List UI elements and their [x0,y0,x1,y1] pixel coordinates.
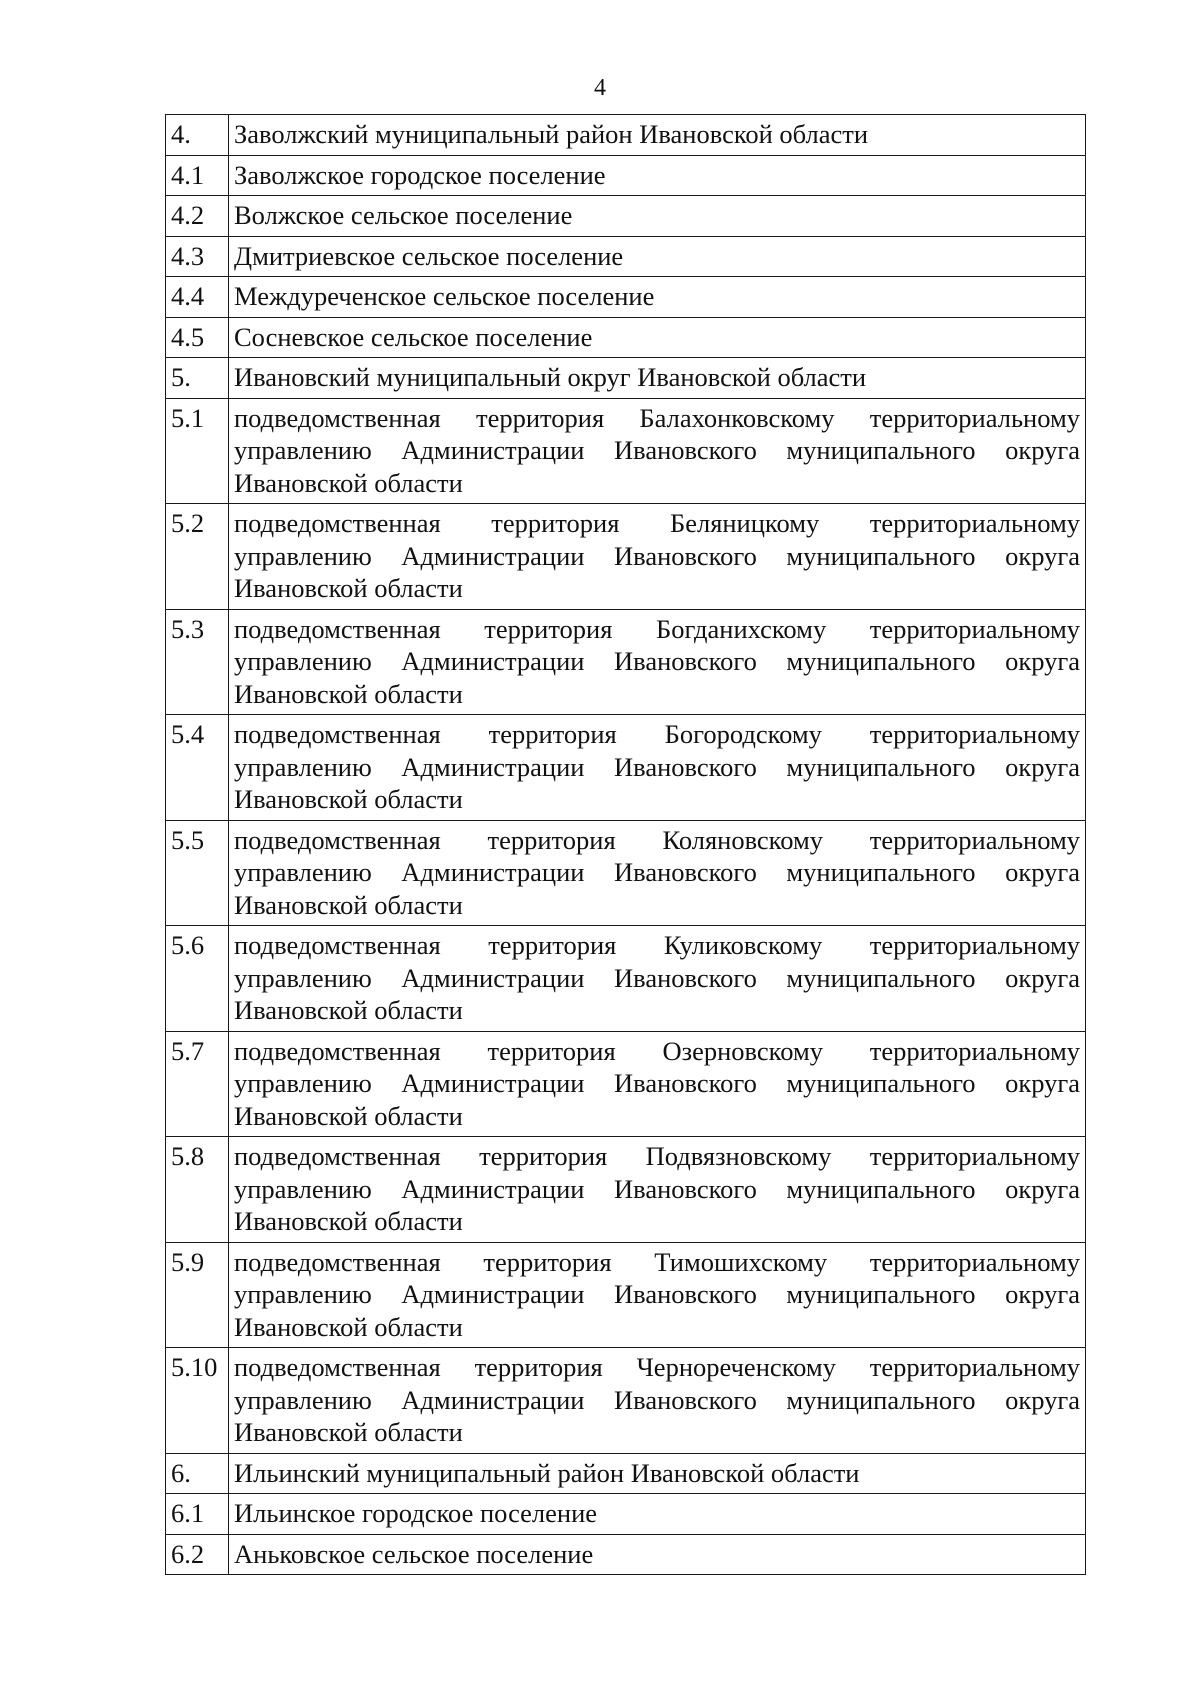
row-name: подведомственная территория Богородскому территориальному управлению Администрации Ивановского муниципального округа Ивановской области [229,715,1086,821]
row-number: 4.3 [166,236,229,277]
row-number: 4.4 [166,277,229,318]
row-name: подведомственная территория Подвязновскому территориальному управлению Администрации Ивановского муниципального округа Ивановской области [229,1137,1086,1243]
row-name: подведомственная территория Куликовскому территориальному управлению Администрации Ивановского муниципального округа Ивановской области [229,926,1086,1032]
row-number: 5.7 [166,1031,229,1137]
table-row [166,715,1086,821]
row-name: Дмитриевское сельское поселение [229,236,1086,277]
row-name: подведомственная территория Озерновскому территориальному управлению Администрации Ивановского муниципального округа Ивановской области [229,1031,1086,1137]
table-row [166,358,1086,399]
row-number: 5.4 [166,715,229,821]
row-number: 5.6 [166,926,229,1032]
row-number: 5.2 [166,504,229,610]
table-row [166,155,1086,196]
municipal-entities-table [165,114,1086,1575]
row-name: Заволжское городское поселение [229,155,1086,196]
row-name: Волжское сельское поселение [229,196,1086,237]
row-number: 5.5 [166,820,229,926]
table-row [166,1453,1086,1494]
table-row [166,1534,1086,1575]
page-number: 4 [594,75,606,101]
row-number: 6.2 [166,1534,229,1575]
table-row [166,277,1086,318]
table-row [166,1348,1086,1454]
row-name: Ивановский муниципальный округ Ивановской области [229,358,1086,399]
table-row [166,196,1086,237]
table-row [166,820,1086,926]
row-name: подведомственная территория Коляновскому территориальному управлению Администрации Ивановского муниципального округа Ивановской области [229,820,1086,926]
table-row [166,1031,1086,1137]
table-row [166,1494,1086,1535]
row-number: 5.3 [166,609,229,715]
row-number: 5. [166,358,229,399]
row-name: подведомственная территория Богданихскому территориальному управлению Администрации Ивановского муниципального округа Ивановской области [229,609,1086,715]
row-name: Сосневское сельское поселение [229,317,1086,358]
table-row [166,926,1086,1032]
table-row [166,398,1086,504]
row-name: Ильинское городское поселение [229,1494,1086,1535]
row-number: 4.5 [166,317,229,358]
table-row [166,504,1086,610]
table-row [166,1242,1086,1348]
row-number: 4.2 [166,196,229,237]
table-row [166,115,1086,156]
table-body [166,115,1086,1575]
row-number: 5.10 [166,1348,229,1454]
row-name: Ильинский муниципальный район Ивановской области [229,1453,1086,1494]
row-number: 6. [166,1453,229,1494]
row-name: Заволжский муниципальный район Ивановской области [229,115,1086,156]
row-name: Аньковское сельское поселение [229,1534,1086,1575]
row-name: подведомственная территория Тимошихскому территориальному управлению Администрации Ивановского муниципального округа Ивановской области [229,1242,1086,1348]
row-number: 4.1 [166,155,229,196]
row-name: подведомственная территория Балахонковскому территориальному управлению Администрации Ивановского муниципального округа Ивановской области [229,398,1086,504]
row-number: 5.9 [166,1242,229,1348]
table-row [166,317,1086,358]
table-row [166,1137,1086,1243]
row-number: 6.1 [166,1494,229,1535]
row-number: 5.1 [166,398,229,504]
row-number: 4. [166,115,229,156]
row-number: 5.8 [166,1137,229,1243]
row-name: Междуреченское сельское поселение [229,277,1086,318]
row-name: подведомственная территория Чернореченскому территориальному управлению Администрации Ивановского муниципального округа Ивановской области [229,1348,1086,1454]
row-name: подведомственная территория Беляницкому территориальному управлению Администрации Ивановского муниципального округа Ивановской области [229,504,1086,610]
table-row [166,609,1086,715]
table-row [166,236,1086,277]
